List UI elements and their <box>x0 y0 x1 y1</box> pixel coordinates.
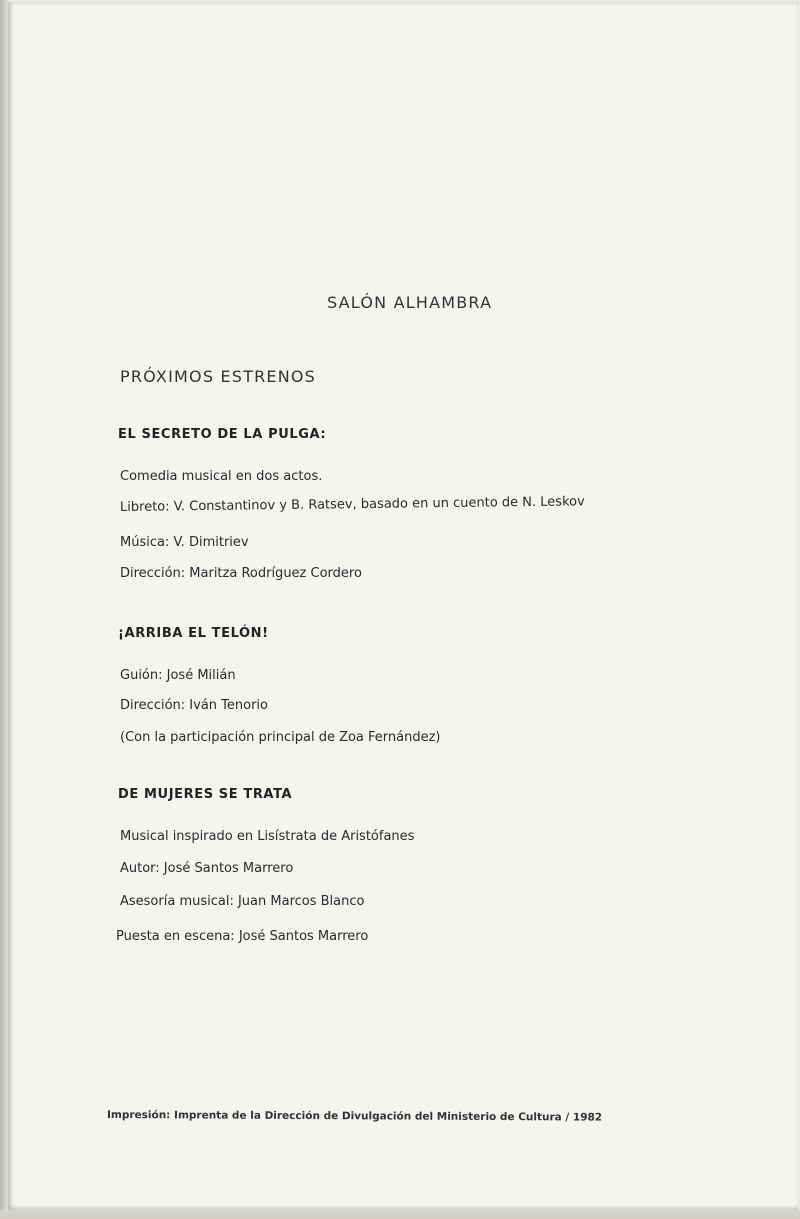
credit-line: Comedia musical en dos actos. <box>120 469 323 484</box>
upcoming-premieres-heading: PRÓXIMOS ESTRENOS <box>120 367 317 386</box>
venue-title: SALÓN ALHAMBRA <box>327 293 493 312</box>
credit-line: Guión: José Milián <box>120 668 236 683</box>
credit-line: Música: V. Dimitriev <box>120 535 249 550</box>
show-title: EL SECRETO DE LA PULGA: <box>118 427 327 442</box>
printing-credit-footer: Impresión: Imprenta de la Dirección de Divulgación del Ministerio de Cultura / 1982 <box>106 1109 603 1124</box>
credit-line: Asesoría musical: Juan Marcos Blanco <box>120 894 365 909</box>
show-title: ¡ARRIBA EL TELÓN! <box>118 626 269 641</box>
book-spine <box>0 0 8 1219</box>
credit-line: Musical inspirado en Lisístrata de Aristófanes <box>120 829 415 844</box>
credit-line: Libreto: V. Constantinov y B. Ratsev, basado en un cuento de N. Leskov <box>119 494 585 515</box>
credit-line: Autor: José Santos Marrero <box>120 861 294 876</box>
credit-line: (Con la participación principal de Zoa Fernández) <box>120 730 441 745</box>
show-title: DE MUJERES SE TRATA <box>118 787 293 802</box>
program-page <box>8 2 798 1210</box>
page-bottom-edge <box>0 1210 800 1219</box>
credit-line: Dirección: Iván Tenorio <box>120 698 268 713</box>
credit-line: Dirección: Maritza Rodríguez Cordero <box>120 566 362 581</box>
credit-line: Puesta en escena: José Santos Marrero <box>116 929 369 944</box>
